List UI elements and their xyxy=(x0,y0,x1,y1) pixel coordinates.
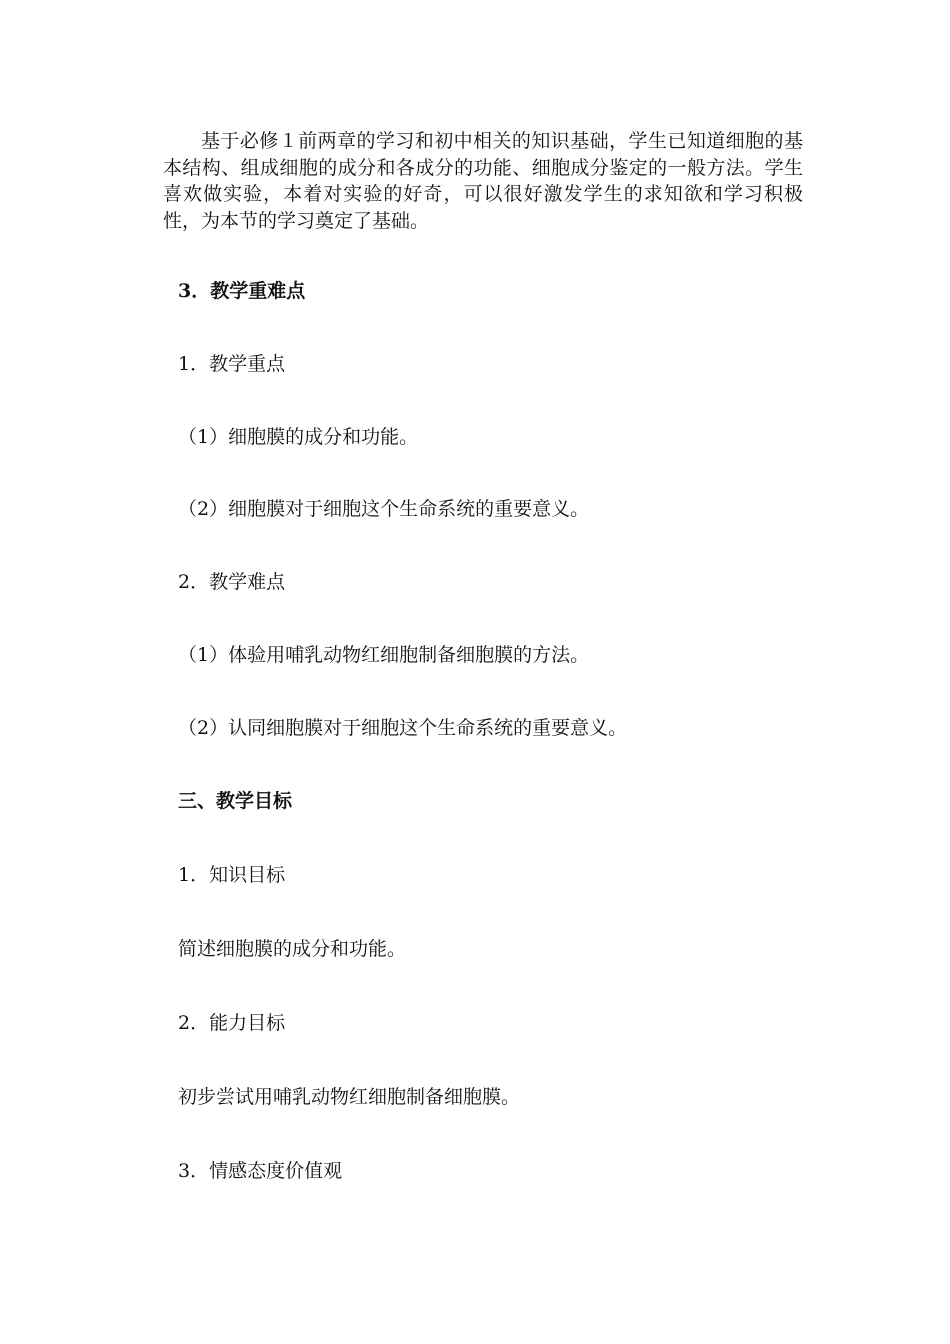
knowledge-goal-heading: 1．知识目标 xyxy=(178,864,286,886)
key-points-heading: 1．教学重点 xyxy=(178,353,286,375)
section-heading-teaching-goals: 三、教学目标 xyxy=(178,790,293,812)
emotion-goal-heading: 3．情感态度价值观 xyxy=(178,1160,343,1182)
key-point-1: （1）细胞膜的成分和功能。 xyxy=(178,426,419,448)
knowledge-goal-text: 简述细胞膜的成分和功能。 xyxy=(178,938,407,960)
difficult-point-2: （2）认同细胞膜对于细胞这个生命系统的重要意义。 xyxy=(178,717,628,739)
intro-paragraph: 基于必修１前两章的学习和初中相关的知识基础，学生已知道细胞的基本结构、组成细胞的成分和各成分的功能、细胞成分鉴定的一般方法。学生喜欢做实验，本着对实验的好奇，可以很好激发学生的求知欲和学习积极性，为本节的学习奠定了基础。 xyxy=(163,130,803,232)
section-heading-key-difficult-points: 3．教学重难点 xyxy=(178,280,306,302)
key-point-2: （2）细胞膜对于细胞这个生命系统的重要意义。 xyxy=(178,498,590,520)
ability-goal-heading: 2．能力目标 xyxy=(178,1012,286,1034)
difficult-points-heading: 2．教学难点 xyxy=(178,571,286,593)
difficult-point-1: （1）体验用哺乳动物红细胞制备细胞膜的方法。 xyxy=(178,644,590,666)
ability-goal-text: 初步尝试用哺乳动物红细胞制备细胞膜。 xyxy=(178,1086,521,1108)
